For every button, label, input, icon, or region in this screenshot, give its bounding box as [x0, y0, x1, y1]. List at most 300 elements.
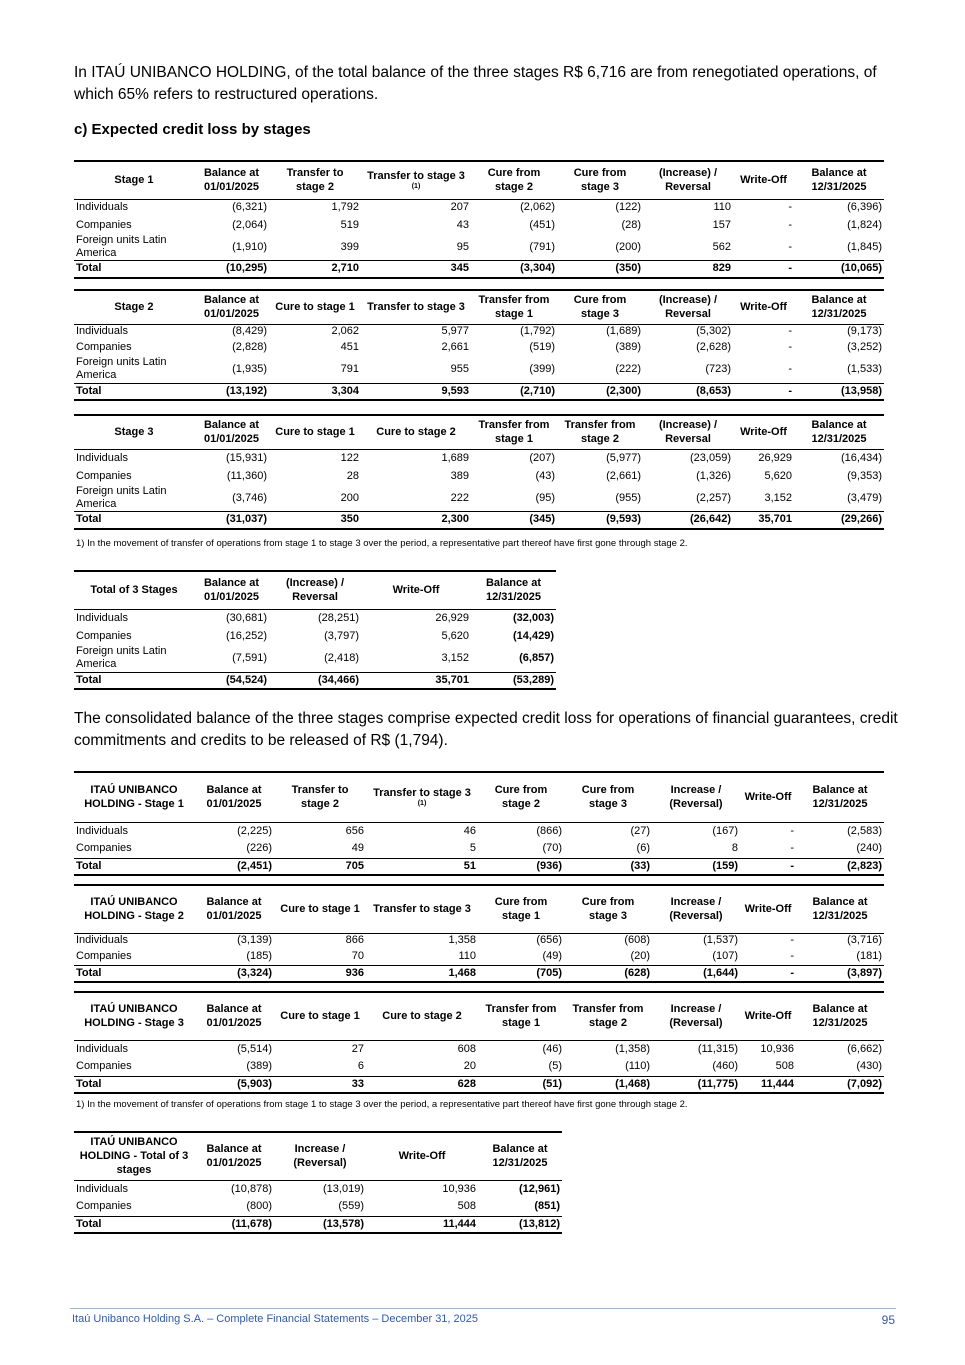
holding-stage-2-table — [74, 884, 884, 983]
table-cell: 28 — [346, 469, 359, 482]
row-label: Individuals — [76, 934, 128, 947]
table-cell: (2,583) — [847, 824, 882, 837]
row-label: Foreign units Latin America — [76, 356, 167, 382]
column-header: ITAÚ UNIBANCO HOLDING - Stage 3 — [74, 992, 194, 1040]
table-cell: (95) — [535, 491, 555, 504]
table-cell: (3,746) — [232, 491, 267, 504]
column-header: Write-Off — [361, 571, 471, 609]
table-cell: 46 — [463, 824, 476, 837]
table-cell: (389) — [246, 1060, 272, 1073]
table-row — [74, 324, 884, 339]
table-row — [74, 485, 884, 512]
table-cell: (1,689) — [606, 325, 641, 338]
table-cell: (10,878) — [231, 1182, 272, 1195]
total-cell: (2,451) — [194, 858, 274, 875]
table-cell: (27) — [630, 824, 650, 837]
total-cell: - — [740, 965, 796, 982]
row-label: Companies — [76, 1060, 132, 1073]
column-header: Balance at 01/01/2025 — [194, 415, 269, 449]
stage-3-table — [74, 414, 884, 530]
total-cell: 9,593 — [361, 383, 471, 400]
table-cell: (2,257) — [696, 491, 731, 504]
column-header: Balance at 12/31/2025 — [794, 290, 884, 324]
table-cell: 508 — [457, 1200, 476, 1213]
table-cell: (2,828) — [232, 341, 267, 353]
table-cell: (1,358) — [615, 1042, 650, 1055]
table-cell: (6) — [636, 842, 650, 855]
row-label: Companies — [76, 842, 132, 855]
table-cell: 200 — [340, 491, 359, 504]
table-row — [74, 199, 884, 216]
total-cell: (31,037) — [194, 512, 269, 529]
footnote-2: 1) In the movement of transfer of operations from stage 1 to stage 3 over the period, a representative part thereof have first gone through stage 2. — [76, 1099, 688, 1110]
total-label: Total — [74, 965, 194, 982]
column-header: (Increase) / Reversal — [643, 290, 733, 324]
table-cell: (185) — [246, 949, 272, 962]
total-cell: (11,775) — [652, 1076, 740, 1093]
table-row — [74, 467, 884, 485]
table-cell: (222) — [615, 362, 641, 375]
table-cell: 5 — [469, 842, 476, 855]
stage-2-table — [74, 289, 884, 401]
table-cell: (1,792) — [520, 325, 555, 338]
total-cell: (2,300) — [557, 383, 643, 400]
table-cell: (656) — [536, 934, 562, 947]
table-cell: (3,797) — [324, 629, 359, 642]
table-cell: (851) — [534, 1200, 560, 1213]
column-header: Cure from stage 3 — [557, 161, 643, 199]
column-header: Transfer to stage 3 (1) — [366, 772, 478, 822]
total-cell: 936 — [274, 965, 366, 982]
column-header: (Increase) / Reversal — [643, 161, 733, 199]
total-row — [74, 1076, 884, 1093]
table-cell: - — [788, 325, 792, 338]
table-cell: (28) — [621, 218, 641, 231]
table-cell: - — [788, 362, 792, 375]
column-header: Cure from stage 3 — [557, 290, 643, 324]
table-cell: (6,662) — [847, 1042, 882, 1055]
table-cell: (6,321) — [232, 201, 267, 214]
column-header: Write-Off — [366, 1132, 478, 1180]
total-label: Total — [74, 512, 194, 529]
table-cell: (2,062) — [520, 201, 555, 214]
table-cell: (207) — [529, 451, 555, 464]
table-cell: (46) — [542, 1042, 562, 1055]
row-label: Companies — [76, 1200, 132, 1213]
footnote-1: 1) In the movement of transfer of operations from stage 1 to stage 3 over the period, a representative part thereof have first gone through stage 2. — [76, 538, 688, 549]
table-row — [74, 449, 884, 467]
table-row — [74, 356, 884, 383]
column-header: Cure from stage 2 — [471, 161, 557, 199]
footer-divider — [70, 1308, 896, 1309]
table-cell: 222 — [450, 491, 469, 504]
column-header: Transfer from stage 2 — [557, 415, 643, 449]
table-cell: (5) — [548, 1060, 562, 1073]
total-row — [74, 383, 884, 400]
footnote-marker: (1) — [417, 800, 427, 808]
total-label: Total — [74, 383, 194, 400]
column-header: Increase / (Reversal) — [274, 1132, 366, 1180]
table-cell: (30,681) — [226, 611, 267, 624]
total-row — [74, 858, 884, 875]
holding-total-three-stages-table — [74, 1131, 562, 1234]
total-cell: (10,295) — [194, 261, 269, 278]
total-cell: (3,304) — [471, 261, 557, 278]
table-cell: (12,961) — [519, 1182, 560, 1195]
total-cell: 345 — [361, 261, 471, 278]
table-cell: 3,152 — [441, 651, 469, 664]
column-header: (Increase) / Reversal — [643, 415, 733, 449]
column-header: Cure from stage 3 — [564, 772, 652, 822]
column-header: (Increase) / Reversal — [269, 571, 361, 609]
table-cell: (11,360) — [226, 469, 267, 482]
table-cell: (608) — [624, 934, 650, 947]
row-label: Companies — [76, 341, 132, 353]
column-header: Balance at 12/31/2025 — [794, 415, 884, 449]
column-header: Transfer to stage 3 — [366, 885, 478, 933]
table-cell: (2,225) — [237, 824, 272, 837]
table-cell: 110 — [458, 949, 476, 962]
table-cell: 791 — [340, 362, 359, 375]
table-cell: (1,537) — [703, 934, 738, 947]
column-header: Balance at 01/01/2025 — [194, 1132, 274, 1180]
table-cell: 10,936 — [442, 1182, 476, 1195]
column-header: Transfer to stage 2 — [269, 161, 361, 199]
table-cell: 20 — [463, 1060, 476, 1073]
column-header: ITAÚ UNIBANCO HOLDING - Total of 3 stages — [74, 1132, 194, 1180]
table-cell: (2,064) — [232, 218, 267, 231]
table-cell: (28,251) — [318, 611, 359, 624]
column-header: Balance at 01/01/2025 — [194, 161, 269, 199]
total-cell: 33 — [274, 1076, 366, 1093]
table-cell: 5,620 — [441, 629, 469, 642]
column-header: ITAÚ UNIBANCO HOLDING - Stage 2 — [74, 885, 194, 933]
table-cell: (1,845) — [847, 240, 882, 253]
total-cell: 35,701 — [361, 672, 471, 689]
table-cell: (866) — [536, 824, 562, 837]
table-cell: 43 — [456, 218, 469, 231]
table-cell: (2,661) — [606, 469, 641, 482]
table-cell: (7,591) — [232, 651, 267, 664]
total-cell: (7,092) — [796, 1076, 884, 1093]
table-cell: 656 — [345, 824, 364, 837]
table-cell: 866 — [345, 934, 364, 947]
table-cell: - — [788, 240, 792, 253]
total-cell: (2,823) — [796, 858, 884, 875]
table-cell: (1,935) — [232, 362, 267, 375]
table-cell: 2,661 — [441, 341, 469, 353]
table-cell: (20) — [630, 949, 650, 962]
total-row — [74, 261, 884, 278]
column-header: Balance at 01/01/2025 — [194, 772, 274, 822]
total-cell: 35,701 — [733, 512, 794, 529]
table-cell: (3,716) — [847, 934, 882, 947]
header-row — [74, 290, 884, 324]
total-cell: (159) — [652, 858, 740, 875]
total-cell: (51) — [478, 1076, 564, 1093]
total-row — [74, 965, 884, 982]
table-cell: (6,396) — [847, 201, 882, 214]
total-cell: 829 — [643, 261, 733, 278]
column-header: Increase / (Reversal) — [652, 992, 740, 1040]
column-header: Write-Off — [740, 772, 796, 822]
total-cell: (9,593) — [557, 512, 643, 529]
table-cell: 70 — [351, 949, 364, 962]
table-cell: - — [790, 842, 794, 855]
page-number: 95 — [881, 1313, 895, 1327]
column-header: Balance at 12/31/2025 — [796, 992, 884, 1040]
table-cell: 955 — [450, 362, 469, 375]
table-cell: (9,173) — [847, 325, 882, 338]
column-header: Total of 3 Stages — [74, 571, 194, 609]
table-row — [74, 627, 556, 645]
column-header: Transfer from stage 1 — [478, 992, 564, 1040]
total-cell: 2,710 — [269, 261, 361, 278]
table-cell: (5,977) — [606, 451, 641, 464]
total-cell: (54,524) — [194, 672, 269, 689]
table-cell: (2,418) — [324, 651, 359, 664]
table-cell: (107) — [712, 949, 738, 962]
table-cell: (451) — [529, 218, 555, 231]
table-cell: 8 — [731, 842, 738, 855]
row-label: Individuals — [76, 1042, 128, 1055]
column-header: Balance at 12/31/2025 — [796, 885, 884, 933]
column-header: Write-Off — [740, 885, 796, 933]
table-cell: (1,533) — [847, 362, 882, 375]
row-label: Individuals — [76, 824, 128, 837]
total-cell: (5,903) — [194, 1076, 274, 1093]
total-cell: 350 — [269, 512, 361, 529]
total-cell: (8,653) — [643, 383, 733, 400]
table-row — [74, 1198, 562, 1216]
table-cell: 451 — [340, 341, 359, 353]
table-cell: (43) — [535, 469, 555, 482]
table-cell: 2,062 — [331, 325, 359, 338]
holding-stage-3-table — [74, 991, 884, 1094]
total-cell: (10,065) — [794, 261, 884, 278]
table-cell: (110) — [625, 1060, 650, 1073]
table-cell: (122) — [615, 201, 641, 214]
table-cell: 389 — [450, 469, 469, 482]
column-header: Write-Off — [740, 992, 796, 1040]
table-cell: 508 — [775, 1060, 794, 1073]
row-label: Individuals — [76, 611, 128, 624]
table-cell: (1,910) — [232, 240, 267, 253]
column-header: Cure from stage 2 — [478, 772, 564, 822]
total-row — [74, 1216, 562, 1233]
table-row — [74, 609, 556, 627]
table-cell: (5,514) — [237, 1042, 272, 1055]
total-cell: 51 — [366, 858, 478, 875]
table-row — [74, 339, 884, 356]
column-header: Write-Off — [733, 290, 794, 324]
holding-stage-1-table — [74, 771, 884, 876]
table-cell: 122 — [340, 451, 359, 464]
total-cell: (33) — [564, 858, 652, 875]
table-cell: (559) — [338, 1200, 364, 1213]
consolidated-paragraph: The consolidated balance of the three stages comprise expected credit loss for operations of financial guarantees, credit commitments and credits to be released of R$ (1,794). — [74, 710, 898, 749]
column-header: Write-Off — [733, 415, 794, 449]
table-row — [74, 1058, 884, 1076]
row-label: Companies — [76, 629, 132, 642]
table-cell: (14,429) — [513, 629, 554, 642]
total-cell: (345) — [471, 512, 557, 529]
header-row — [74, 992, 884, 1040]
table-cell: (2,628) — [696, 341, 731, 353]
total-cell: (705) — [478, 965, 564, 982]
row-label: Companies — [76, 469, 132, 482]
table-cell: (5,302) — [696, 325, 731, 338]
column-header: Cure from stage 3 — [564, 885, 652, 933]
total-cell: 3,304 — [269, 383, 361, 400]
total-cell: (13,812) — [478, 1216, 562, 1233]
row-label: Foreign units Latin America — [76, 485, 167, 510]
table-cell: (1,326) — [696, 469, 731, 482]
table-cell: (167) — [712, 824, 738, 837]
table-cell: 519 — [340, 218, 359, 231]
total-cell: (936) — [478, 858, 564, 875]
table-cell: (3,139) — [237, 934, 272, 947]
table-cell: - — [790, 949, 794, 962]
column-header: Stage 3 — [74, 415, 194, 449]
stage-1-table — [74, 160, 884, 279]
table-cell: - — [790, 934, 794, 947]
table-cell: 1,689 — [441, 451, 469, 464]
table-cell: 207 — [450, 201, 469, 214]
table-cell: 26,929 — [758, 451, 792, 464]
column-header: Cure to stage 1 — [274, 992, 366, 1040]
table-cell: 49 — [351, 842, 364, 855]
header-row — [74, 885, 884, 933]
total-cell: (13,958) — [794, 383, 884, 400]
column-header: Balance at 01/01/2025 — [194, 992, 274, 1040]
total-cell: (350) — [557, 261, 643, 278]
table-cell: (49) — [542, 949, 562, 962]
total-cell: (11,678) — [194, 1216, 274, 1233]
total-cell: 11,444 — [366, 1216, 478, 1233]
table-row — [74, 645, 556, 672]
column-header: Cure from stage 1 — [478, 885, 564, 933]
table-row — [74, 1040, 884, 1058]
header-row — [74, 571, 556, 609]
table-cell: (200) — [615, 240, 641, 253]
column-header: Balance at 01/01/2025 — [194, 885, 274, 933]
column-header: Cure to stage 2 — [366, 992, 478, 1040]
row-label: Individuals — [76, 325, 128, 338]
column-header: Cure to stage 1 — [274, 885, 366, 933]
table-cell: 6 — [357, 1060, 364, 1073]
total-cell: 705 — [274, 858, 366, 875]
column-header: Increase / (Reversal) — [652, 885, 740, 933]
total-cell: (1,468) — [564, 1076, 652, 1093]
table-cell: (23,059) — [690, 451, 731, 464]
column-header: Transfer to stage 3 (1) — [361, 161, 471, 199]
footer-text: Itaú Unibanco Holding S.A. – Complete Financial Statements – December 31, 2025 — [72, 1313, 479, 1325]
table-cell: 110 — [713, 201, 731, 214]
column-header: Transfer from stage 2 — [564, 992, 652, 1040]
total-three-stages-table — [74, 570, 556, 690]
table-cell: (1,824) — [847, 218, 882, 231]
table-cell: (791) — [529, 240, 555, 253]
total-cell: (29,266) — [794, 512, 884, 529]
total-row — [74, 512, 884, 529]
total-cell: 11,444 — [740, 1076, 796, 1093]
table-cell: (16,252) — [226, 629, 267, 642]
total-cell: 1,468 — [366, 965, 478, 982]
total-cell: (1,644) — [652, 965, 740, 982]
column-header: ITAÚ UNIBANCO HOLDING - Stage 1 — [74, 772, 194, 822]
row-label: Foreign units Latin America — [76, 234, 167, 259]
total-cell: (34,466) — [269, 672, 361, 689]
column-header: Transfer from stage 1 — [471, 290, 557, 324]
table-cell: - — [790, 824, 794, 837]
table-cell: 5,977 — [441, 325, 469, 338]
total-label: Total — [74, 1216, 194, 1233]
column-header: Balance at 12/31/2025 — [794, 161, 884, 199]
table-row — [74, 840, 884, 858]
table-row — [74, 822, 884, 840]
table-cell: (181) — [856, 949, 882, 962]
total-label: Total — [74, 1076, 194, 1093]
table-cell: - — [788, 341, 792, 353]
table-cell: 157 — [712, 218, 731, 231]
header-row — [74, 415, 884, 449]
total-cell: (3,897) — [796, 965, 884, 982]
total-cell: - — [733, 383, 794, 400]
table-cell: (6,857) — [519, 651, 554, 664]
total-label: Total — [74, 261, 194, 278]
total-cell: 2,300 — [361, 512, 471, 529]
table-cell: (15,931) — [226, 451, 267, 464]
column-header: Balance at 12/31/2025 — [478, 1132, 562, 1180]
column-header: Balance at 12/31/2025 — [471, 571, 556, 609]
column-header: Cure to stage 1 — [269, 415, 361, 449]
table-cell: (9,353) — [847, 469, 882, 482]
total-cell: - — [733, 261, 794, 278]
table-cell: (3,479) — [847, 491, 882, 504]
total-label: Total — [74, 858, 194, 875]
row-label: Individuals — [76, 201, 128, 214]
row-label: Individuals — [76, 451, 128, 464]
column-header: Balance at 01/01/2025 — [194, 290, 269, 324]
total-cell: (26,642) — [643, 512, 733, 529]
row-label: Companies — [76, 949, 132, 962]
table-cell: (3,252) — [847, 341, 882, 353]
column-header: Cure to stage 2 — [361, 415, 471, 449]
column-header: Cure to stage 1 — [269, 290, 361, 324]
column-header: Balance at 12/31/2025 — [796, 772, 884, 822]
table-row — [74, 234, 884, 261]
table-row — [74, 933, 884, 948]
section-heading: c) Expected credit loss by stages — [74, 121, 311, 138]
total-cell: (3,324) — [194, 965, 274, 982]
row-label: Individuals — [76, 1182, 128, 1195]
table-cell: (460) — [712, 1060, 738, 1073]
table-cell: (389) — [615, 341, 641, 353]
column-header: Stage 2 — [74, 290, 194, 324]
table-row — [74, 1180, 562, 1198]
table-cell: (13,019) — [323, 1182, 364, 1195]
header-row — [74, 772, 884, 822]
table-cell: 5,620 — [764, 469, 792, 482]
column-header: Increase / (Reversal) — [652, 772, 740, 822]
table-row — [74, 216, 884, 234]
table-cell: (11,315) — [697, 1042, 738, 1055]
table-cell: 399 — [340, 240, 359, 253]
table-cell: (70) — [542, 842, 562, 855]
table-cell: 1,358 — [448, 934, 476, 947]
total-cell: (13,192) — [194, 383, 269, 400]
